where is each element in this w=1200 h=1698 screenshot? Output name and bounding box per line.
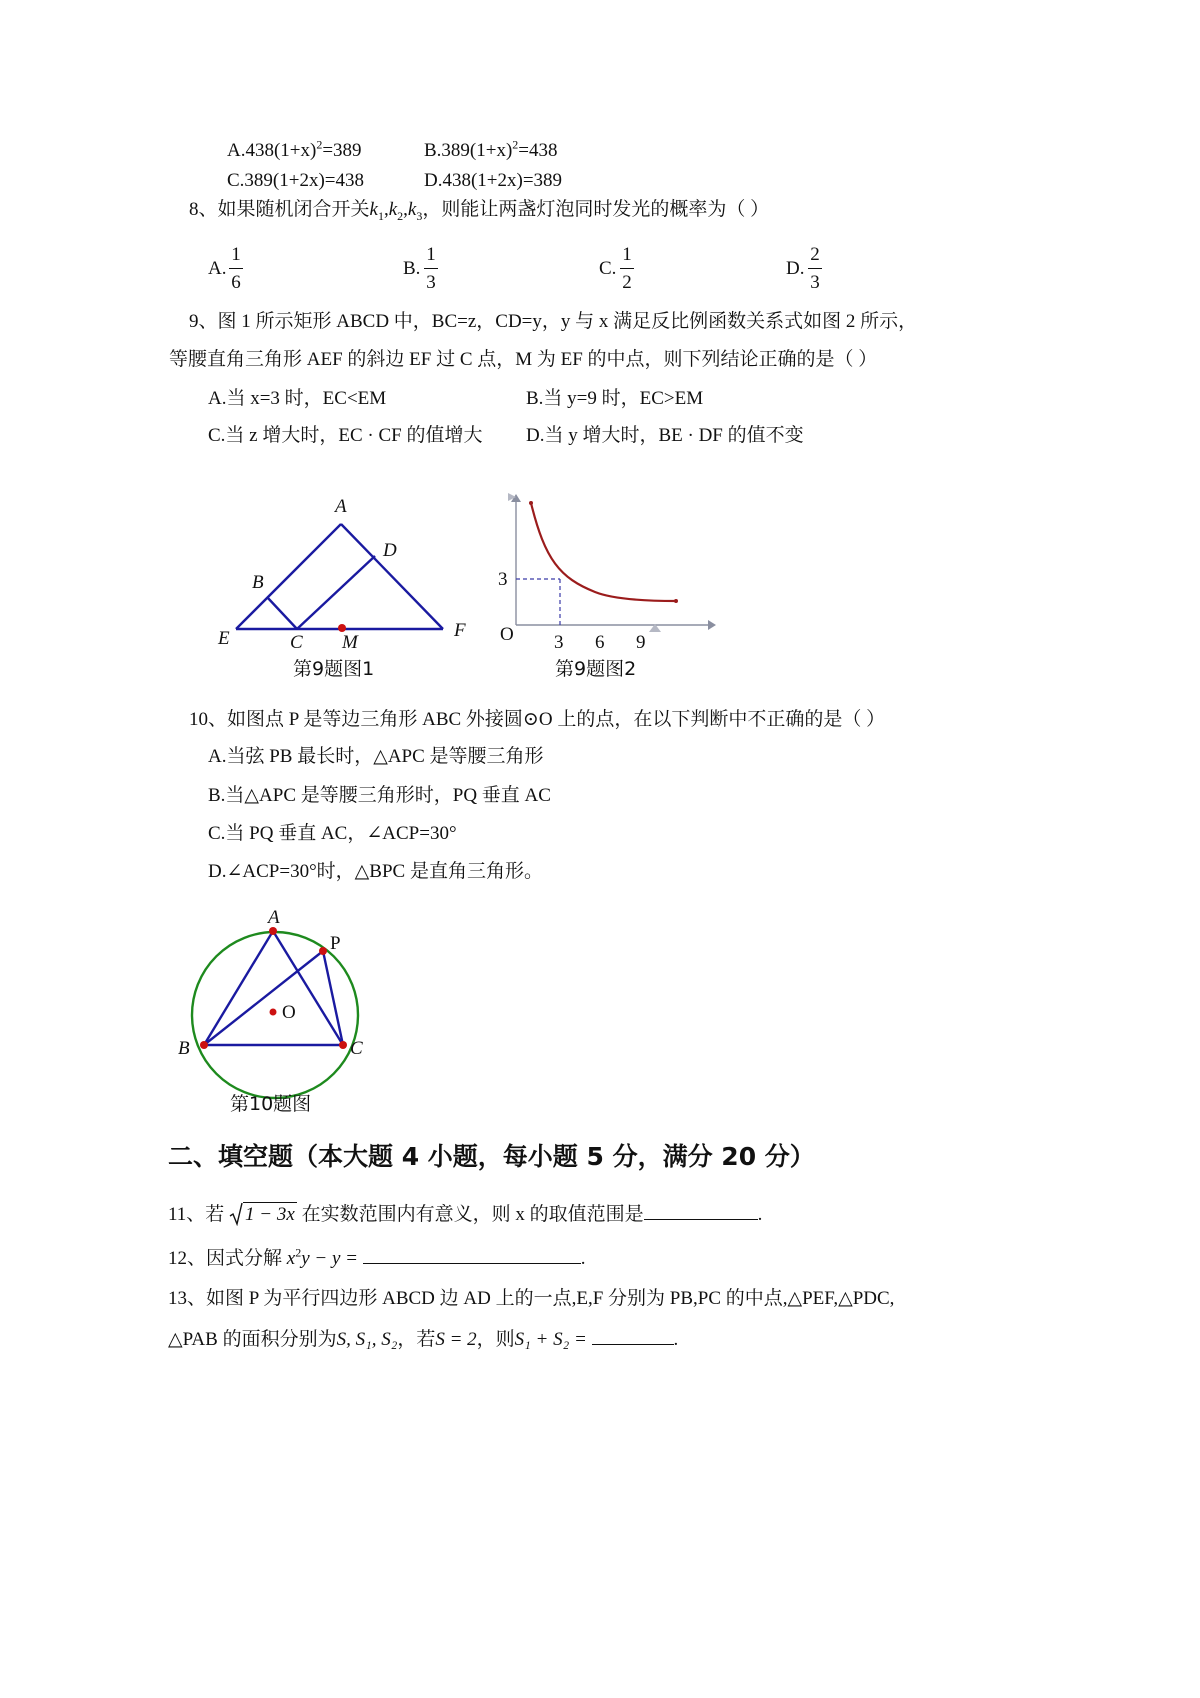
q8-option-b-letter: B. <box>403 258 421 279</box>
q8-option-d-fraction: 2 3 <box>806 245 824 292</box>
q7-option-c: C.389(1+2x)=438 <box>227 170 365 191</box>
q9-figure-1-caption: 第9题图1 <box>293 658 375 680</box>
x-tick-9: 9 <box>636 632 646 653</box>
q10-option-a: A.当弦 PB 最长时，△APC 是等腰三角形 <box>208 746 544 767</box>
q9-option-a: A.当 x=3 时，EC<EM <box>208 388 387 409</box>
q7-option-d: D.438(1+2x)=389 <box>424 170 563 191</box>
q10-option-c: C.当 PQ 垂直 AC，∠ACP=30° <box>208 823 457 844</box>
label-m: M <box>342 632 358 653</box>
q12: 12、因式分解 $x^2y - y$ = . <box>168 1245 586 1269</box>
radical-sign <box>229 1202 243 1226</box>
q11-answer-blank[interactable] <box>644 1203 758 1220</box>
q11: 11、若 1 − 3x 在实数范围内有意义，则 x 的取值范围是 . <box>168 1204 763 1225</box>
q9-stem-line2: 等腰直角三角形 AEF 的斜边 EF 过 C 点，M 为 EF 的中点，则下列结论正确的是（ ） <box>169 349 878 370</box>
x-tick-3: 3 <box>554 632 564 653</box>
circumcircle <box>192 932 358 1098</box>
q10-figure <box>172 900 402 1100</box>
q11-radicand: 1 − 3x <box>245 1204 295 1225</box>
inverse-curve <box>531 503 676 601</box>
q8-stem: 8、如果随机闭合开关$k_1,k_2,k_3$，则能让两盏灯泡同时发光的概率为（ ） <box>189 199 770 223</box>
q13-line2: △PAB 的面积分别为S, S₁, S₂，若S = 2，则S₁ + S₂ = . <box>168 1329 679 1350</box>
q9-figure-2-caption: 第9题图2 <box>555 658 637 680</box>
q9-option-c: C.当 z 增大时，EC · CF 的值增大 <box>208 425 483 446</box>
q9-stem-line1: 9、图 1 所示矩形 ABCD 中，BC=z，CD=y，y 与 x 满足反比例函数关系式如图 2 所示， <box>189 311 918 332</box>
section-2-title: 二、填空题（本大题 4 小题，每小题 5 分，满分 20 分） <box>168 1142 815 1171</box>
label-a: A <box>268 907 280 928</box>
q10-option-b: B.当△APC 是等腰三角形时，PQ 垂直 AC <box>208 785 551 806</box>
q13-line1: 13、如图 P 为平行四边形 ABCD 边 AD 上的一点,E,F 分别为 PB,PC 的中点,△PEF,△PDC, <box>168 1288 895 1309</box>
label-c: C <box>290 632 303 653</box>
origin-label: O <box>500 624 514 645</box>
label-c: C <box>350 1038 363 1059</box>
q8-option-b-fraction: 1 3 <box>422 245 440 292</box>
q8-option-a-fraction: 1 6 <box>227 245 245 292</box>
q7-option-b: $B.389(1+x)^2=438$ <box>424 137 558 161</box>
x-tick-6: 6 <box>595 632 605 653</box>
label-d: D <box>383 540 397 561</box>
label-a: A <box>335 496 347 517</box>
q8-option-c-fraction: 1 2 <box>618 245 636 292</box>
q8-option-d-letter: D. <box>786 258 805 279</box>
q9-option-b: B.当 y=9 时，EC>EM <box>526 388 704 409</box>
label-f: F <box>454 620 466 641</box>
label-b: B <box>252 572 264 593</box>
label-b: B <box>178 1038 190 1059</box>
label-p: P <box>330 933 341 954</box>
point-m-dot <box>338 624 346 632</box>
y-tick-3: 3 <box>498 569 508 590</box>
q8-option-c-letter: C. <box>599 258 617 279</box>
label-e: E <box>218 628 230 649</box>
q10-figure-caption: 第10题图 <box>230 1093 312 1115</box>
q10-stem: 10、如图点 P 是等边三角形 ABC 外接圆⊙O 上的点，在以下判断中不正确的是（ ） <box>189 709 886 730</box>
q9-option-d: D.当 y 增大时，BE · DF 的值不变 <box>526 425 804 446</box>
q9-figure-2 <box>492 488 724 658</box>
q8-option-a-letter: A. <box>208 258 227 279</box>
q12-answer-blank[interactable] <box>363 1247 581 1264</box>
q10-option-d: D.∠ACP=30°时，△BPC 是直角三角形。 <box>208 861 543 882</box>
q7-option-a: $A.438(1+x)^2=389$ <box>227 137 362 161</box>
label-o: O <box>282 1002 296 1023</box>
q13-answer-blank[interactable] <box>592 1328 674 1345</box>
